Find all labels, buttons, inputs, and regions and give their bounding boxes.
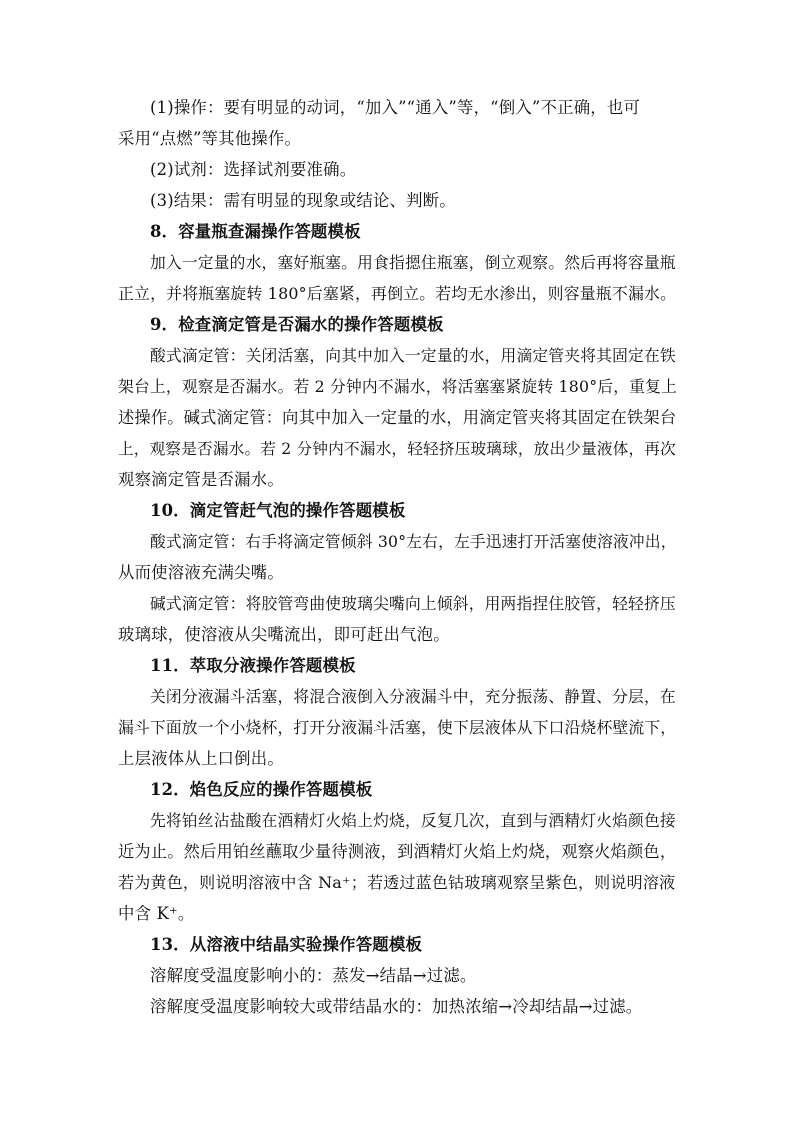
paragraph-line: 漏斗下面放一个小烧杯，打开分液漏斗活塞，使下层液体从下口沿烧杯壁流下，: [118, 718, 677, 737]
paragraph-line: 中含 K⁺。: [118, 904, 195, 923]
paragraph-line: 关闭分液漏斗活塞，将混合液倒入分液漏斗中，充分振荡、静置、分层，在: [150, 687, 676, 706]
section-heading-13: 13．从溶液中结晶实验操作答题模板: [150, 935, 423, 954]
paragraph-line: (1)操作：要有明显的动词，“加入”“通入”等，“倒入”不正确，也可: [150, 98, 641, 117]
paragraph-line: 酸式滴定管：右手将滴定管倾斜 30°左右，左手迅速打开活塞使溶液冲出，: [150, 532, 677, 551]
paragraph-line: 近为止。然后用铂丝蘸取少量待测液，到酒精灯火焰上灼烧，观察火焰颜色，: [118, 842, 677, 861]
paragraph-line: 碱式滴定管：将胶管弯曲使玻璃尖嘴向上倾斜，用两指捏住胶管，轻轻挤压: [150, 594, 676, 613]
paragraph-line: (2)试剂：选择试剂要准确。: [150, 160, 357, 179]
paragraph-line: 溶解度受温度影响小的：蒸发→结晶→过滤。: [150, 966, 477, 985]
paragraph-line: 正立，并将瓶塞旋转 180°后塞紧，再倒立。若均无水渗出，则容量瓶不漏水。: [118, 284, 677, 303]
paragraph-line: 先将铂丝沾盐酸在酒精灯火焰上灼烧，反复几次，直到与酒精灯火焰颜色接: [150, 811, 676, 830]
paragraph-line: 玻璃球，使溶液从尖嘴流出，即可赶出气泡。: [118, 625, 450, 644]
paragraph-line: 架台上，观察是否漏水。若 2 分钟内不漏水，将活塞塞紧旋转 180°后，重复上: [118, 377, 678, 396]
paragraph-line: 采用“点燃”等其他操作。: [118, 129, 302, 148]
paragraph-line: 加入一定量的水，塞好瓶塞。用食指摁住瓶塞，倒立观察。然后再将容量瓶: [150, 253, 676, 272]
paragraph-line: 上，观察是否漏水。若 2 分钟内不漏水，轻轻挤压玻璃球，放出少量液体，再次: [118, 440, 676, 458]
paragraph-line: 上层液体从上口倒出。: [118, 749, 284, 768]
section-heading-12: 12．焰色反应的操作答题模板: [150, 780, 373, 799]
paragraph-line: 观察滴定管是否漏水。: [118, 470, 284, 489]
section-heading-10: 10．滴定管赶气泡的操作答题模板: [150, 501, 406, 520]
paragraph-line: 从而使溶液充满尖嘴。: [118, 563, 284, 582]
section-heading-9: 9．检查滴定管是否漏水的操作答题模板: [150, 315, 444, 334]
section-heading-8: 8．容量瓶查漏操作答题模板: [150, 222, 361, 241]
section-heading-11: 11．萃取分液操作答题模板: [150, 656, 356, 675]
paragraph-line: (3)结果：需有明显的现象或结论、判断。: [150, 191, 456, 210]
paragraph-line: 酸式滴定管：关闭活塞，向其中加入一定量的水，用滴定管夹将其固定在铁: [150, 346, 676, 365]
paragraph-line: 若为黄色，则说明溶液中含 Na⁺；若透过蓝色钴玻璃观察呈紫色，则说明溶液: [118, 873, 676, 892]
paragraph-line: 溶解度受温度影响较大或带结晶水的：加热浓缩→冷却结晶→过滤。: [150, 997, 643, 1016]
paragraph-line: 述操作。碱式滴定管：向其中加入一定量的水，用滴定管夹将其固定在铁架台: [118, 408, 677, 427]
